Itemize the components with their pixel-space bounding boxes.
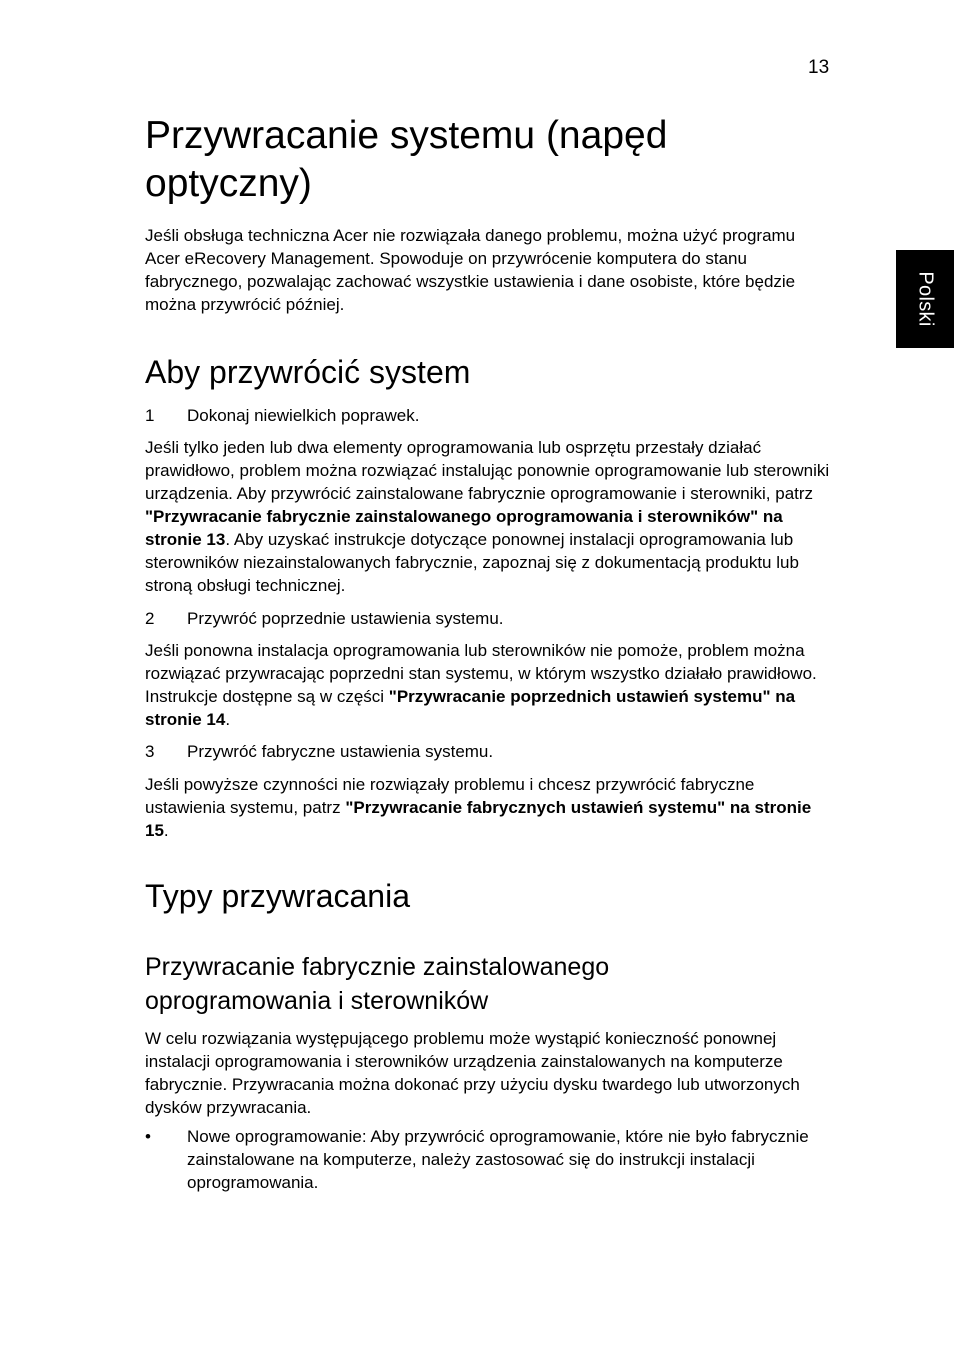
language-tab-label: Polski bbox=[914, 271, 937, 327]
bullet-icon: • bbox=[145, 1127, 151, 1146]
step-3-number: 3 bbox=[145, 742, 155, 761]
subsection-heading bbox=[145, 950, 830, 1018]
language-tab bbox=[896, 250, 954, 348]
step-1-reference-link[interactable]: "Przywracanie fabrycznie zainstalowanego oprogramowania i sterowników" na stronie 13 bbox=[145, 507, 783, 549]
section-heading-restore: Aby przywrócić system bbox=[145, 354, 471, 390]
step-2-reference-link[interactable]: "Przywracanie poprzednich ustawień systemu" na stronie 14 bbox=[145, 687, 796, 729]
subsection-heading-line1: Przywracanie fabrycznie zainstalowanego bbox=[145, 953, 610, 981]
intro-paragraph: Jeśli obsługa techniczna Acer nie rozwiązała danego problemu, można użyć programu Acer eRecovery Management. Spowoduje on przywrócenie komputera do stanu fabrycznego, pozwalając zachować wszystkie ustawienia i dane osobiste, które będzie można przywrócić później. bbox=[145, 226, 796, 314]
page-title-line2: optyczny) bbox=[145, 162, 312, 205]
step-1-paragraph bbox=[145, 436, 830, 597]
step-3-text-b: . bbox=[163, 821, 169, 840]
step-1-text-a: Jeśli tylko jeden lub dwa elementy oprogramowania lub osprzętu przestały działać prawidłowo, problem można rozwiązać instalując ponownie oprogramowanie lub sterowniki urządzenia. Aby przywrócić zainstalowane fabrycznie oprogramowanie i sterowniki, patrz bbox=[145, 438, 830, 503]
subsection-paragraph: W celu rozwiązania występującego problemu może wystąpić konieczność ponownej instalacji oprogramowania i sterowników urządzenia zainstalowanych na komputerze fabrycznie. Przywracania można dokonać przy użyciu dysku twardego lub utworzonych dysków przywracania. bbox=[145, 1029, 800, 1117]
page-title bbox=[145, 112, 830, 208]
step-2-paragraph bbox=[145, 639, 830, 731]
step-3-reference-link[interactable]: "Przywracanie fabrycznych ustawień systemu" na stronie 15 bbox=[145, 798, 812, 840]
step-1-number: 1 bbox=[145, 406, 155, 425]
step-2-number: 2 bbox=[145, 609, 155, 628]
step-2-text-a: Jeśli ponowna instalacja oprogramowania lub sterowników nie pomoże, problem można rozwiązać przywracając poprzedni stan systemu, w którym wszystko działało prawidłowo. Instrukcje dostępne są w części bbox=[145, 641, 817, 706]
page-title-line1: Przywracanie systemu (napęd bbox=[145, 114, 668, 157]
step-3-label: Przywróć fabryczne ustawienia systemu. bbox=[187, 742, 494, 761]
page-number: 13 bbox=[808, 57, 830, 78]
subsection-heading-line2: oprogramowania i sterowników bbox=[145, 987, 489, 1015]
step-3-text-a: Jeśli powyższe czynności nie rozwiązały problemu i chcesz przywrócić fabryczne ustawienia systemu, patrz bbox=[145, 775, 755, 817]
step-2-label: Przywróć poprzednie ustawienia systemu. bbox=[187, 609, 504, 628]
list-item-text: Nowe oprogramowanie: Aby przywrócić oprogramowanie, które nie było fabrycznie zainstalowane na komputerze, należy zastosować się do instrukcji instalacji oprogramowania. bbox=[187, 1127, 809, 1192]
step-3-paragraph bbox=[145, 773, 830, 842]
step-1-label: Dokonaj niewielkich poprawek. bbox=[187, 406, 420, 425]
section-heading-types: Typy przywracania bbox=[145, 878, 410, 914]
step-1-text-b: . Aby uzyskać instrukcje dotyczące ponownej instalacji oprogramowania lub sterowników niezainstalowanych fabrycznie, zapoznaj się z dokumentacją produktu lub stroną obsługi technicznej. bbox=[145, 530, 799, 595]
step-2-text-b: . bbox=[225, 710, 231, 729]
